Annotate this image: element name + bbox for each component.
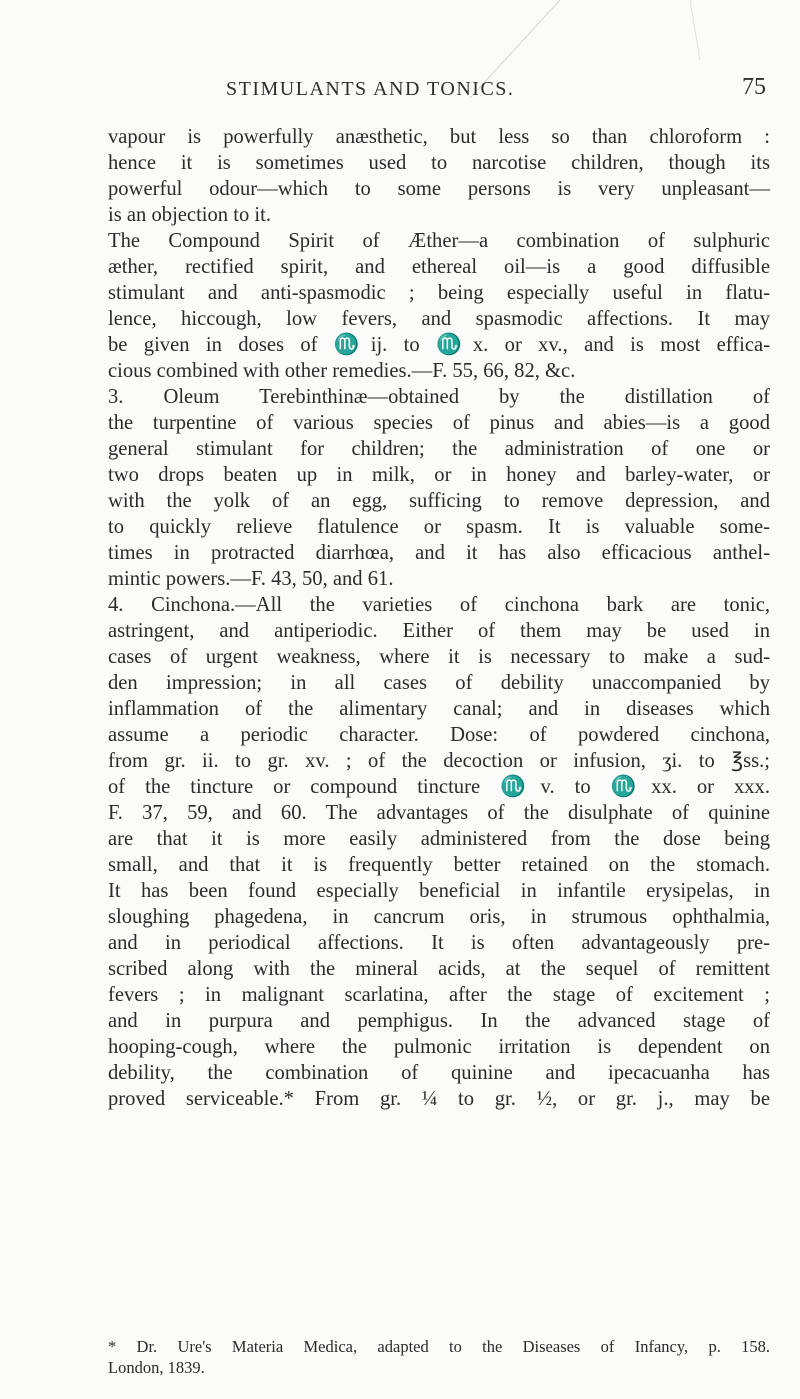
text-line: cious combined with other remedies.—F. 55, 66, 82, &c.: [108, 360, 576, 382]
text-line: powerful odour—which to some persons is very unpleasant—: [108, 178, 770, 200]
text-line: of the tincture or compound tincture ♏v. to ♏xx. or xxx.: [108, 776, 770, 798]
text-line: are that it is more easily administered from the dose being: [108, 828, 770, 850]
text-line: inflammation of the alimentary canal; and in diseases which: [108, 698, 770, 720]
text-line: the turpentine of various species of pinus and abies—is a good: [108, 412, 770, 434]
text-line: scribed along with the mineral acids, at the sequel of remittent: [108, 958, 770, 980]
text-line: 4. Cinchona.—All the varieties of cinchona bark are tonic,: [108, 594, 770, 616]
body-text: [108, 124, 770, 1112]
text-line: to quickly relieve flatulence or spasm. It is valuable some-: [108, 516, 770, 538]
text-line: debility, the combination of quinine and ipecacuanha has: [108, 1062, 770, 1084]
text-line: assume a periodic character. Dose: of powdered cinchona,: [108, 724, 770, 746]
text-line: sloughing phagedena, in cancrum oris, in strumous ophthalmia,: [108, 906, 770, 928]
text-line: The Compound Spirit of Æther—a combination of sulphuric: [108, 230, 770, 252]
text-line: is an objection to it.: [108, 204, 272, 226]
text-line: stimulant and anti-spasmodic ; being especially useful in flatu-: [108, 282, 770, 304]
text-line: hooping-cough, where the pulmonic irritation is dependent on: [108, 1036, 770, 1058]
text-line: with the yolk of an egg, sufficing to remove depression, and: [108, 490, 770, 512]
text-line: astringent, and antiperiodic. Either of them may be used in: [108, 620, 770, 642]
text-line: fevers ; in malignant scarlatina, after the stage of excitement ;: [108, 984, 770, 1006]
text-line: den impression; in all cases of debility unaccompanied by: [108, 672, 770, 694]
text-line: be given in doses of ♏ij. to ♏x. or xv., and is most effica-: [108, 334, 770, 356]
text-line: two drops beaten up in milk, or in honey and barley-water, or: [108, 464, 770, 486]
text-line: It has been found especially beneficial in infantile erysipelas, in: [108, 880, 770, 902]
text-line: æther, rectified spirit, and ethereal oil—is a good diffusible: [108, 256, 770, 278]
text-line: 3. Oleum Terebinthinæ—obtained by the distillation of: [108, 386, 770, 408]
footnote-line: London, 1839.: [108, 1358, 205, 1377]
footnote: [108, 1336, 770, 1378]
text-line: mintic powers.—F. 43, 50, and 61.: [108, 568, 394, 590]
page-header: [108, 74, 766, 108]
text-line: F. 37, 59, and 60. The advantages of the disulphate of quinine: [108, 802, 770, 824]
text-line: times in protracted diarrhœa, and it has also efficacious anthel-: [108, 542, 770, 564]
page-number: 75: [742, 74, 766, 100]
text-line: general stimulant for children; the administration of one or: [108, 438, 770, 460]
text-line: proved serviceable.* From gr. ¼ to gr. ½, or gr. j., may be: [108, 1088, 770, 1110]
text-line: lence, hiccough, low fevers, and spasmodic affections. It may: [108, 308, 770, 330]
running-title: STIMULANTS AND TONICS.: [226, 78, 515, 100]
text-line: hence it is sometimes used to narcotise children, though its: [108, 152, 770, 174]
text-line: vapour is powerfully anæsthetic, but less so than chloroform :: [108, 126, 770, 148]
footnote-line: * Dr. Ure's Materia Medica, adapted to the Diseases of Infancy, p. 158.: [108, 1337, 770, 1356]
text-line: cases of urgent weakness, where it is necessary to make a sud-: [108, 646, 770, 668]
text-line: small, and that it is frequently better retained on the stomach.: [108, 854, 770, 876]
text-line: from gr. ii. to gr. xv. ; of the decoction or infusion, ʒi. to ℥ss.;: [108, 750, 770, 772]
text-line: and in purpura and pemphigus. In the advanced stage of: [108, 1010, 770, 1032]
text-line: and in periodical affections. It is often advantageously pre-: [108, 932, 770, 954]
